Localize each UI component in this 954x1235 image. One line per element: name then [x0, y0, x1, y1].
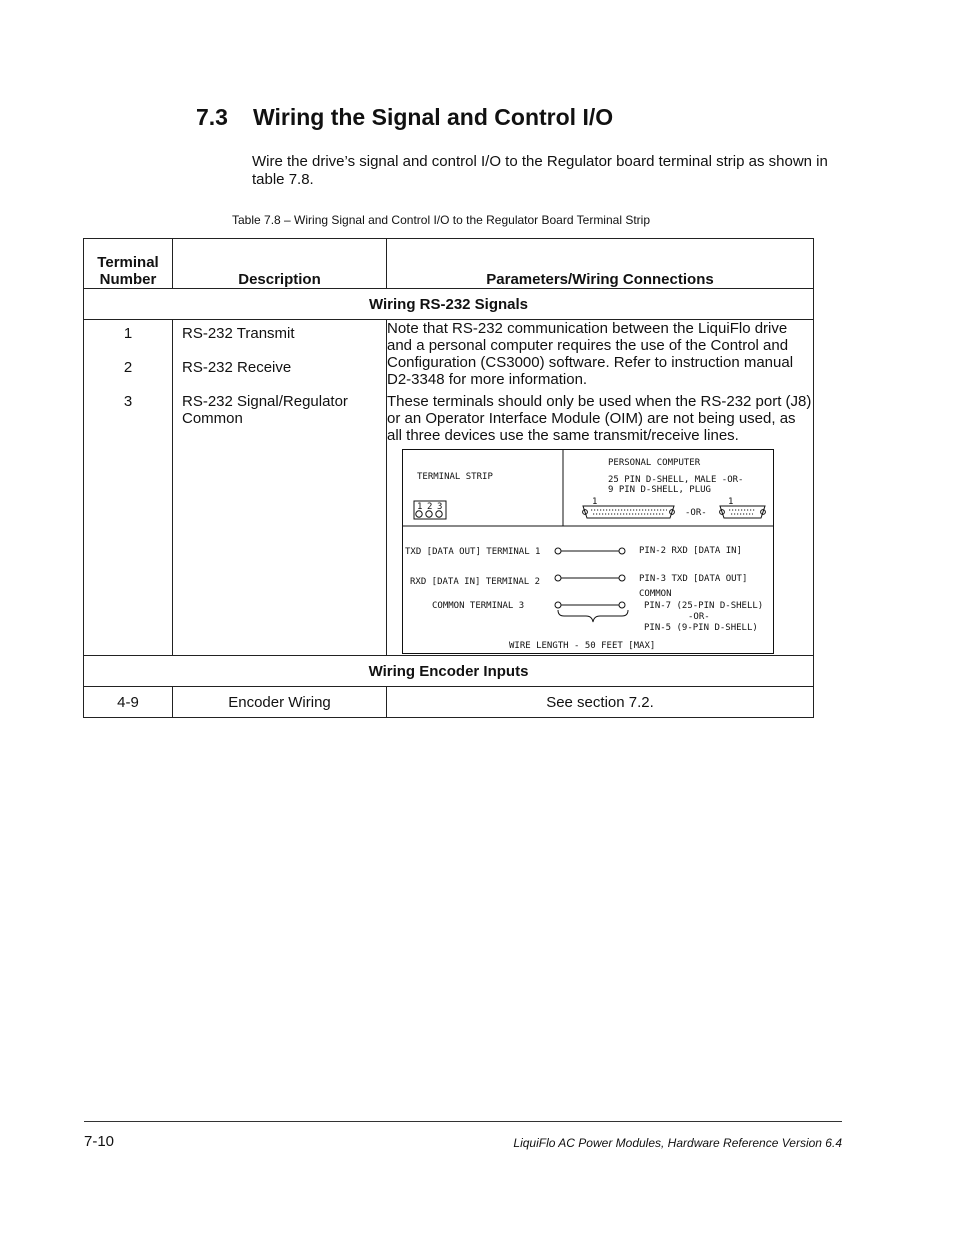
db9-connector-icon [720, 506, 765, 518]
rs232-note: Note that RS-232 communication between the LiquiFlo drive and a personal computer requires the use of the Control and Configuration (CS3000) software. Refer to instruction manual D2-3348 for more information. [387, 320, 794, 388]
wire-length-label: WIRE LENGTH - 50 FEET [MAX] [509, 641, 656, 651]
strip-number: 3 [437, 502, 443, 512]
pin-one-label: 1 [592, 497, 598, 507]
strip-number: 2 [427, 502, 433, 512]
wire-label-pin-5: PIN-5 (9-PIN D-SHELL) [644, 623, 758, 633]
wire-label-pin-7: PIN-7 (25-PIN D-SHELL) [644, 601, 764, 611]
wire-label-terminal-1: TXD [DATA OUT] TERMINAL 1 [405, 547, 541, 557]
terminal-number: 3 [123, 393, 133, 410]
terminal-number: 2 [123, 359, 133, 376]
intro-paragraph: Wire the drive’s signal and control I/O to the Regulator board terminal strip as shown in table 7.8. [252, 153, 828, 188]
table-row [84, 320, 814, 656]
parameters-text: See section 7.2. [387, 687, 814, 718]
terminal-number: 4-9 [84, 687, 173, 718]
wire-length-brace-icon [558, 610, 628, 622]
wire-label-terminal-3: COMMON TERMINAL 3 [432, 601, 525, 611]
pin-one-label: 1 [728, 497, 734, 507]
section-title-encoder: Wiring Encoder Inputs [84, 656, 814, 687]
personal-computer-label: PERSONAL COMPUTER [608, 458, 701, 468]
document-title: LiquiFlo AC Power Modules, Hardware Reference Version 6.4 [513, 1136, 842, 1150]
header-parameters: Parameters/Wiring Connections [387, 239, 814, 289]
header-terminal-number: Terminal Number [84, 239, 173, 289]
wire-label-terminal-2: RXD [DATA IN] TERMINAL 2 [410, 577, 541, 587]
terminal-number: 1 [123, 325, 133, 342]
strip-number: 1 [417, 502, 423, 512]
rs232-wiring-diagram [402, 449, 775, 655]
terminal-description: RS-232 Receive [182, 359, 292, 376]
page-number: 7-10 [84, 1133, 115, 1150]
db25-connector-icon [583, 506, 674, 518]
or-label: -OR- [685, 508, 707, 518]
terminal-description: RS-232 Signal/Regulator Common [182, 393, 348, 427]
or-label: -OR- [688, 612, 710, 622]
header-description: Description [173, 239, 387, 289]
wire-label-pin-3: PIN-3 TXD [DATA OUT] [639, 574, 748, 584]
terminal-description: Encoder Wiring [173, 687, 387, 718]
section-number: 7.3 [196, 104, 228, 130]
section-title-rs232: Wiring RS-232 Signals [84, 289, 814, 320]
section-title: Wiring the Signal and Control I/O [253, 104, 614, 130]
terminal-strip-label: TERMINAL STRIP [417, 472, 493, 482]
wire-label-pin-2: PIN-2 RXD [DATA IN] [639, 546, 742, 556]
description-cell [173, 320, 387, 656]
terminal-description: RS-232 Transmit [182, 325, 295, 342]
section-row-rs232 [84, 289, 814, 320]
section-row-encoder [84, 656, 814, 687]
table-caption: Table 7.8 – Wiring Signal and Control I/O to the Regulator Board Terminal Strip [232, 213, 650, 227]
table-header-row [84, 239, 814, 289]
terminal-cell [84, 320, 173, 656]
connector-type-line1: 25 PIN D-SHELL, MALE -OR- [608, 475, 744, 485]
footer-divider [84, 1121, 842, 1122]
rs232-usage-note: These terminals should only be used when the RS-232 port (J8) or an Operator Interface Module (OIM) are not being used, as all three devices use the same transmit/receive lines. [387, 393, 812, 444]
table-row [84, 687, 814, 718]
section-heading [196, 104, 613, 131]
parameters-cell [387, 320, 814, 656]
common-label: COMMON [639, 589, 672, 599]
wiring-table [83, 238, 814, 718]
connector-type-line2: 9 PIN D-SHELL, PLUG [608, 485, 711, 495]
